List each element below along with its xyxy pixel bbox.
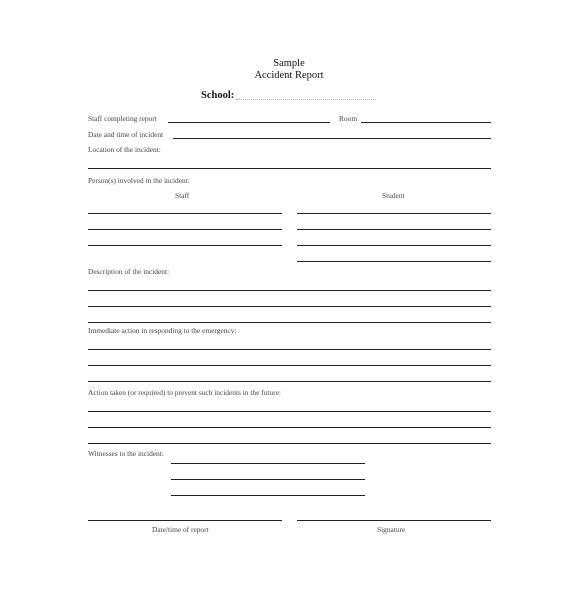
- school-field[interactable]: [236, 99, 376, 100]
- student-column-header: Student: [382, 191, 405, 200]
- date-report-field[interactable]: [88, 520, 282, 521]
- immediate-action-field-2[interactable]: [88, 365, 491, 366]
- witnesses-label: Witnesses to the incident:: [88, 449, 164, 458]
- room-label: Room: [339, 114, 358, 123]
- action-taken-field-2[interactable]: [88, 427, 491, 428]
- student-field-1[interactable]: [297, 213, 491, 214]
- staff-completing-field[interactable]: [168, 122, 330, 123]
- immediate-action-label: Immediate action in responding to the emergency:: [88, 326, 237, 335]
- description-field-1[interactable]: [88, 290, 491, 291]
- location-label: Location of the incident:: [88, 145, 161, 154]
- school-label: School:: [201, 90, 235, 101]
- action-taken-field-3[interactable]: [88, 443, 491, 444]
- action-taken-label: Action taken (or required) to prevent such incidents in the future:: [88, 388, 281, 397]
- date-time-label: Date and time of incident: [88, 130, 164, 139]
- immediate-action-field-3[interactable]: [88, 381, 491, 382]
- staff-field-1[interactable]: [88, 213, 282, 214]
- date-report-label: Date/time of report: [152, 525, 209, 534]
- description-label: Description of the incident:: [88, 267, 170, 276]
- staff-field-2[interactable]: [88, 229, 282, 230]
- student-field-2[interactable]: [297, 229, 491, 230]
- signature-label: Signature: [377, 525, 406, 534]
- staff-column-header: Staff: [175, 191, 190, 200]
- description-field-3[interactable]: [88, 322, 491, 323]
- staff-completing-label: Staff completing report: [88, 114, 157, 123]
- form-title-line2: Accident Report: [254, 70, 324, 81]
- location-field[interactable]: [88, 168, 491, 169]
- witness-field-3[interactable]: [171, 495, 365, 496]
- form-title-line1: Sample: [273, 58, 305, 69]
- immediate-action-field-1[interactable]: [88, 349, 491, 350]
- action-taken-field-1[interactable]: [88, 411, 491, 412]
- date-time-field[interactable]: [173, 138, 491, 139]
- description-field-2[interactable]: [88, 306, 491, 307]
- signature-field[interactable]: [297, 520, 491, 521]
- student-field-3[interactable]: [297, 245, 491, 246]
- room-field[interactable]: [361, 122, 491, 123]
- persons-involved-label: Person(s) involved in the incident:: [88, 176, 190, 185]
- witness-field-1[interactable]: [171, 463, 365, 464]
- student-field-4[interactable]: [297, 261, 491, 262]
- staff-field-3[interactable]: [88, 245, 282, 246]
- witness-field-2[interactable]: [171, 479, 365, 480]
